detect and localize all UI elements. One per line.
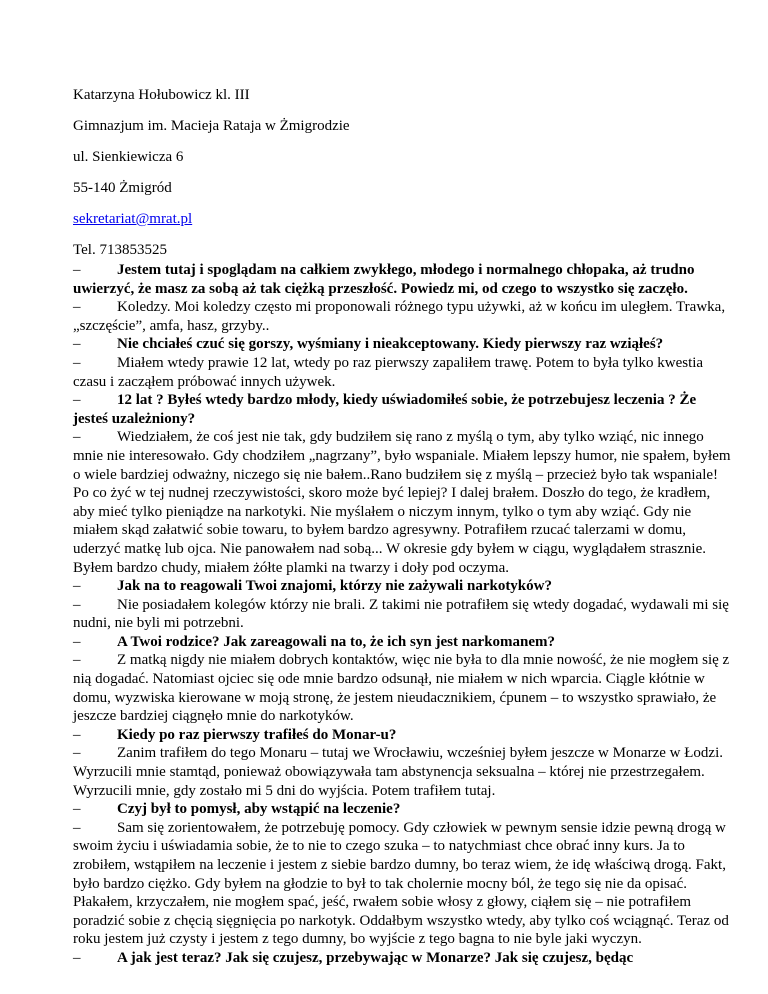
interview-question: [73, 391, 733, 428]
dash-marker: –: [73, 819, 81, 836]
phone-line: Tel. 713853525: [73, 242, 167, 258]
answer-text: Wiedziałem, że coś jest nie tak, gdy budziłem się rano z myślą o tym, aby tylko wziąć, nic innego mnie nie interesowało. Gdy chodziłem „nagrzany”, było wspaniale. Miałem lepszy humor, nie spałem, byłem o wiele bardziej odważny, niczego się nie bałem..Rano budziłem się z myślą – przecież było tak wspaniale! Po co żyć w tej nudnej rzeczywistości, skoro może być lepiej? I dalej brałem. Doszło do tego, że kradłem, aby mieć tylko pieniądze na narkotyki. Nie myślałem o niczym innym, tylko o tym aby wziąć. Gdy nie miałem skąd załatwić sobie towaru, to byłem bardzo agresywny. Potrafiłem rzucać talerzami w domu, uderzyć matkę lub ojca. Nie panowałem nad sobą... W okresie gdy byłem w ciągu, wyglądałem strasznie. Byłem bardzo chudy, miałem żółte plamki na twarzy i doły pod oczyma.: [73, 429, 731, 576]
interview-question: [73, 800, 733, 819]
interview-question: [73, 261, 733, 298]
interview-question: [73, 726, 733, 745]
interview-answer: [73, 819, 733, 949]
dash-marker: –: [73, 429, 81, 446]
dash-marker: –: [73, 596, 81, 613]
dash-marker: –: [73, 801, 81, 818]
interview-question: [73, 633, 733, 652]
question-text: 12 lat ? Byłeś wtedy bardzo młody, kiedy uświadomiłeś sobie, że potrzebujesz leczenia ? Że jesteś uzależniony?: [73, 392, 697, 427]
question-text: A Twoi rodzice? Jak zareagowali na to, że ich syn jest narkomanem?: [117, 633, 556, 650]
school-line: Gimnazjum im. Macieja Rataja w Żmigrodzie: [73, 118, 350, 134]
interview-answer: [73, 428, 733, 577]
dash-marker: –: [73, 354, 81, 371]
question-text: A jak jest teraz? Jak się czujesz, przebywając w Monarze? Jak się czujesz, będąc: [117, 949, 634, 966]
dash-marker: –: [73, 949, 81, 966]
answer-text: Sam się zorientowałem, że potrzebuję pomocy. Gdy człowiek w pewnym sensie idzie pewną drogą w swoim życiu i uświadamia sobie, że to nie to czego szuka – to natychmiast chce obrać inny kurs. Ja to zrobiłem, wstąpiłem na leczenie i jestem z siebie bardzo dumny, bo teraz wiem, że idę właściwą drogą. Fakt, było bardzo ciężko. Gdy byłem na głodzie to był to tak cholernie mocny ból, że tego się nie da opisać. Płakałem, krzyczałem, nie mogłem spać, jeść, rwałem sobie włosy z głowy, ciąłem się – nie potrafiłem poradzić sobie z chęcią sięgnięcia po narkotyk. Oddałbym wszystko wtedy, aby tylko coś wciągnąć. Teraz od roku jestem już czysty i jestem z tego dumny, bo wyjście z tego bagna to nie byle jaki wyczyn.: [73, 819, 729, 948]
interview-answer: [73, 596, 733, 633]
interview-question: [73, 577, 733, 596]
answer-text: Nie posiadałem kolegów którzy nie brali. Z takimi nie potrafiłem się wtedy dogadać, wydawali mi się nudni, nie byli mi potrzebni.: [73, 596, 729, 632]
interview-answer: [73, 744, 733, 800]
email-link[interactable]: sekretariat@mrat.pl: [73, 211, 193, 227]
answer-text: Z matką nigdy nie miałem dobrych kontaktów, więc nie była to dla mnie nowość, że nie mogłem się z nią dogadać. Natomiast ojciec się ode mnie bardzo odsunął, nie miałem w nich wparcia. Ciągle kłótnie w domu, wyzwiska kierowane w moją stronę, że jestem nieudacznikiem, ćpunem – to wszystko sprawiało, że jeszcze bardziej ciągnęło mnie do narkotyków.: [73, 652, 730, 725]
dash-marker: –: [73, 262, 81, 278]
question-text: Nie chciałeś czuć się gorszy, wyśmiany i nieakceptowany. Kiedy pierwszy raz wziąłeś?: [117, 336, 664, 353]
dash-marker: –: [73, 392, 81, 409]
dash-marker: –: [73, 633, 81, 650]
interview-question: [73, 949, 733, 968]
dash-marker: –: [73, 336, 81, 353]
question-text: Jak na to reagowali Twoi znajomi, którzy nie zażywali narkotyków?: [117, 578, 552, 595]
dash-marker: –: [73, 299, 81, 316]
dash-marker: –: [73, 578, 81, 595]
interview-answer: [73, 354, 733, 391]
author-line: Katarzyna Hołubowicz kl. III: [73, 87, 250, 103]
dash-marker: –: [73, 726, 81, 743]
answer-text: Zanim trafiłem do tego Monaru – tutaj we Wrocławiu, wcześniej byłem jeszcze w Monarze w Łodzi. Wyrzucili mnie stamtąd, ponieważ obowiązywała tam abstynencja seksualna – której nie przestrzegałem. Wyrzucili mnie, gdy zostało mi 5 dni do wyjścia. Potem trafiłem tutaj.: [73, 745, 723, 799]
question-text: Czyj był to pomysł, aby wstąpić na leczenie?: [117, 801, 401, 818]
interview-body: [73, 261, 733, 968]
interview-question: [73, 335, 733, 354]
answer-text: Koledzy. Moi koledzy często mi proponowali różnego typu używki, aż w końcu im uległem. Trawka, „szczęście”, amfa, hasz, grzyby..: [73, 299, 726, 334]
question-text: Jestem tutaj i spoglądam na całkiem zwykłego, młodego i normalnego chłopaka, aż trudno uwierzyć, że masz za sobą aż tak ciężką przeszłość. Powiedz mi, od czego to wszystko się zaczęło.: [73, 262, 695, 297]
interview-answer: [73, 298, 733, 335]
question-text: Kiedy po raz pierwszy trafiłeś do Monar-u?: [117, 726, 397, 743]
city-line: 55-140 Żmigród: [73, 180, 172, 196]
answer-text: Miałem wtedy prawie 12 lat, wtedy po raz pierwszy zapaliłem trawę. Potem to była tylko kwestia czasu i zacząłem próbować innych używek.: [73, 354, 704, 390]
street-line: ul. Sienkiewicza 6: [73, 149, 184, 165]
dash-marker: –: [73, 745, 81, 762]
dash-marker: –: [73, 652, 81, 669]
interview-answer: [73, 651, 733, 725]
